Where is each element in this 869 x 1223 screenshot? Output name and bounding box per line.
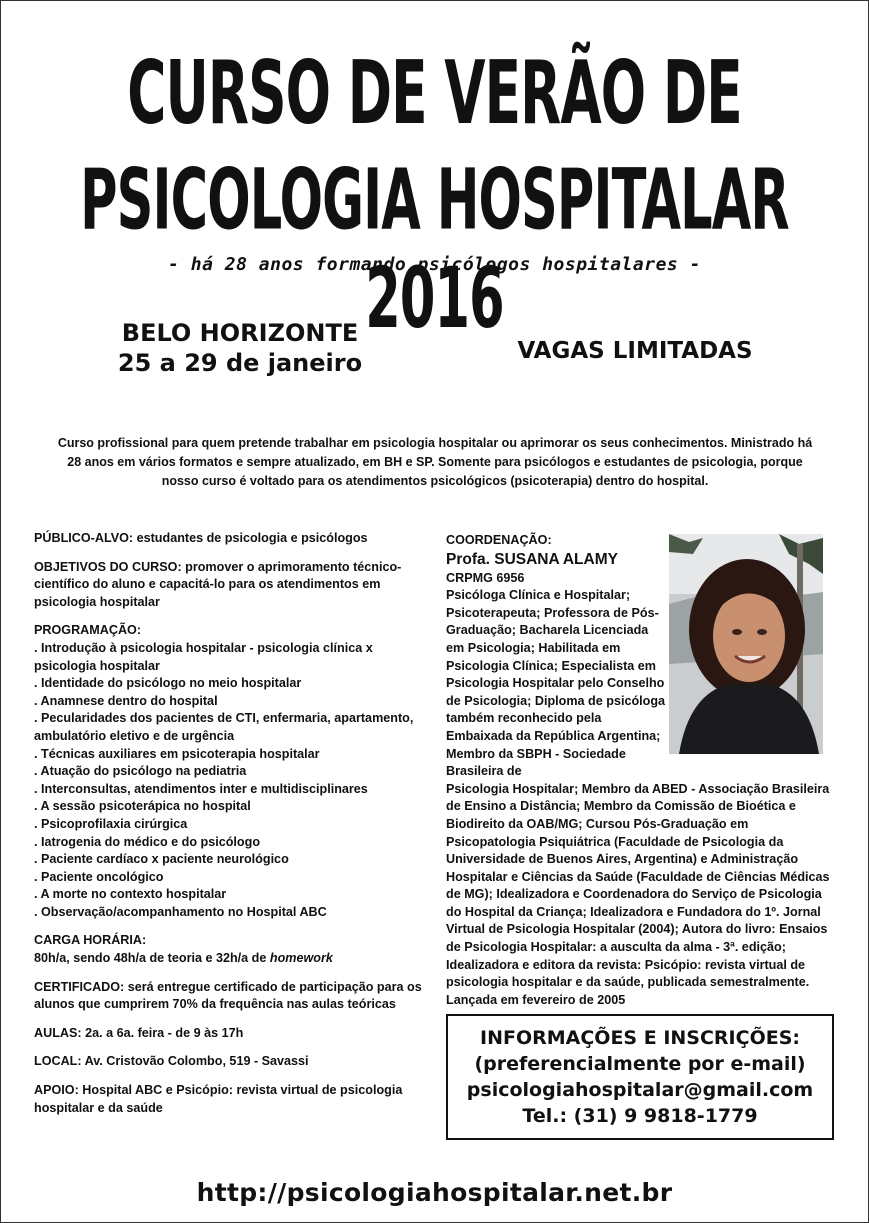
list-item: . Técnicas auxiliares em psicoterapia hospitalar bbox=[34, 746, 320, 761]
carga-horaria bbox=[34, 932, 424, 967]
vagas-limitadas: VAGAS LIMITADAS bbox=[517, 338, 753, 364]
portrait-illustration bbox=[669, 534, 823, 754]
programacao-list bbox=[34, 640, 424, 922]
event-dates: 25 a 29 de janeiro bbox=[117, 349, 363, 377]
coordenacao-label: COORDENAÇÃO: bbox=[446, 533, 552, 547]
list-item: . A morte no contexto hospitalar bbox=[34, 887, 227, 902]
tagline: - há 28 anos formando psicólogos hospitalares - bbox=[168, 254, 701, 275]
list-item: . Introdução à psicologia hospitalar - psicologia clínica x psicologia hospitalar bbox=[34, 640, 373, 673]
programacao-title: PROGRAMAÇÃO: bbox=[34, 623, 142, 638]
list-item: . Anamnese dentro do hospital bbox=[34, 693, 218, 708]
intro-paragraph: Curso profissional para quem pretende trabalhar em psicologia hospitalar ou aprimorar os seus conhecimentos. Ministrado há 28 anos em vários formatos e sempre atualizado, em BH e SP. Somente para psicólogos e estudantes de psicologia, porque nosso curso é voltado para os atendimentos psicológicos (psicoterapia) dentro do hospital. bbox=[57, 436, 813, 488]
carga-value bbox=[34, 950, 424, 968]
contact-email[interactable]: psicologiahospitalar@gmail.com bbox=[466, 1079, 814, 1101]
info-box bbox=[446, 1014, 834, 1140]
contact-phone[interactable]: Tel.: (31) 9 9818-1779 bbox=[522, 1105, 758, 1127]
publico-alvo: PÚBLICO-ALVO: estudantes de psicologia e psicólogos bbox=[34, 531, 368, 545]
coordinator-crp: CRPMG 6956 bbox=[446, 570, 525, 585]
website-link[interactable]: http://psicologiahospitalar.net.br bbox=[196, 1178, 673, 1207]
title-line-2: PSICOLOGIA HOSPITALAR 2016 bbox=[80, 150, 789, 348]
coordinator-bio-part2: Psicologia Hospitalar; Membro da ABED - Associação Brasileira de Ensino a Distância; Membro da Comissão de Bioética e Biodireito da OAB/MG; Cursou Pós-Graduação em Psicopatologia Psiquiátrica (Faculdade de Psicologia da Universidade de Buenos Aires, Argentina) e Administração Hospitalar e Ciências da Saúde (Faculdade de Ciências Médicas de MG); Idealizadora e Coordenadora do Serviço de Psicologia do Hospital da Criança; Idealizadora e Fundadora do 1º. Jornal Virtual de Psicologia Hospitalar (2004); Autora do livro: Ensaios de Psicologia Hospitalar: a ausculta da alma - 3ª. edição; Idealizadora e editora da revista: Psicópio: revista virtual de psicologia hospitalar e da saúde, publicada semestralmente. Lançada em fevereiro de 2005 bbox=[446, 781, 830, 1007]
apoio: APOIO: Hospital ABC e Psicópio: revista virtual de psicologia hospitalar e da saúde bbox=[34, 1083, 403, 1115]
list-item: . A sessão psicoterápica no hospital bbox=[34, 799, 251, 814]
coordinator-bio-part1: Psicóloga Clínica e Hospitalar; Psicoterapeuta; Professora de Pós-Graduação; Bacharela Licenciada em Psicologia; Habilitada em Psicologia Clínica; Especialista em Psicologia Hospitalar pelo Conselho de Psicologia; Diploma de psicóloga também reconhecido pela Embaixada da República Argentina; Membro da SBPH - Sociedade Brasileira de bbox=[446, 588, 666, 779]
carga-homework: homework bbox=[269, 951, 333, 966]
title-line-1: CURSO DE VERÃO DE bbox=[127, 42, 742, 144]
list-item: . Paciente cardíaco x paciente neurológico bbox=[34, 852, 289, 867]
carga-text: 80h/a, sendo 48h/a de teoria e 32h/a de bbox=[34, 951, 267, 966]
event-location-block bbox=[100, 318, 380, 378]
list-item: . Paciente oncológico bbox=[34, 869, 164, 884]
list-item: . Interconsultas, atendimentos inter e multidisciplinares bbox=[34, 781, 368, 796]
list-item: . Identidade do psicólogo no meio hospitalar bbox=[34, 676, 302, 691]
list-item: . Iatrogenia do médico e do psicólogo bbox=[34, 834, 261, 849]
list-item: . Observação/acompanhamento no Hospital ABC bbox=[34, 904, 327, 919]
programacao-section bbox=[34, 622, 424, 921]
list-item: . Psicoprofilaxia cirúrgica bbox=[34, 816, 188, 831]
coordinator-name: Profa. SUSANA ALAMY bbox=[446, 550, 618, 568]
aulas: AULAS: 2a. a 6a. feira - de 9 às 17h bbox=[34, 1025, 244, 1040]
list-item: . Atuação do psicólogo na pediatria bbox=[34, 764, 247, 779]
carga-title: CARGA HORÁRIA: bbox=[34, 933, 147, 948]
course-details bbox=[34, 530, 424, 1128]
certificado: CERTIFICADO: será entregue certificado de participação para os alunos que cumprirem 70% da frequência nas aulas teóricas bbox=[34, 979, 422, 1012]
event-city: BELO HORIZONTE bbox=[121, 319, 359, 347]
coordinator-photo bbox=[669, 534, 823, 754]
info-title: INFORMAÇÕES E INSCRIÇÕES: bbox=[480, 1027, 800, 1049]
local: LOCAL: Av. Cristovão Colombo, 519 - Savassi bbox=[34, 1054, 309, 1069]
objetivos: OBJETIVOS DO CURSO: promover o aprimoramento técnico-científico do aluno e capacitá-lo para os atendimentos em psicologia hospitalar bbox=[34, 559, 402, 609]
info-subtitle: (preferencialmente por e-mail) bbox=[474, 1053, 806, 1075]
list-item: . Pecularidades dos pacientes de CTI, enfermaria, apartamento, ambulatório eletivo e de urgência bbox=[34, 711, 414, 743]
